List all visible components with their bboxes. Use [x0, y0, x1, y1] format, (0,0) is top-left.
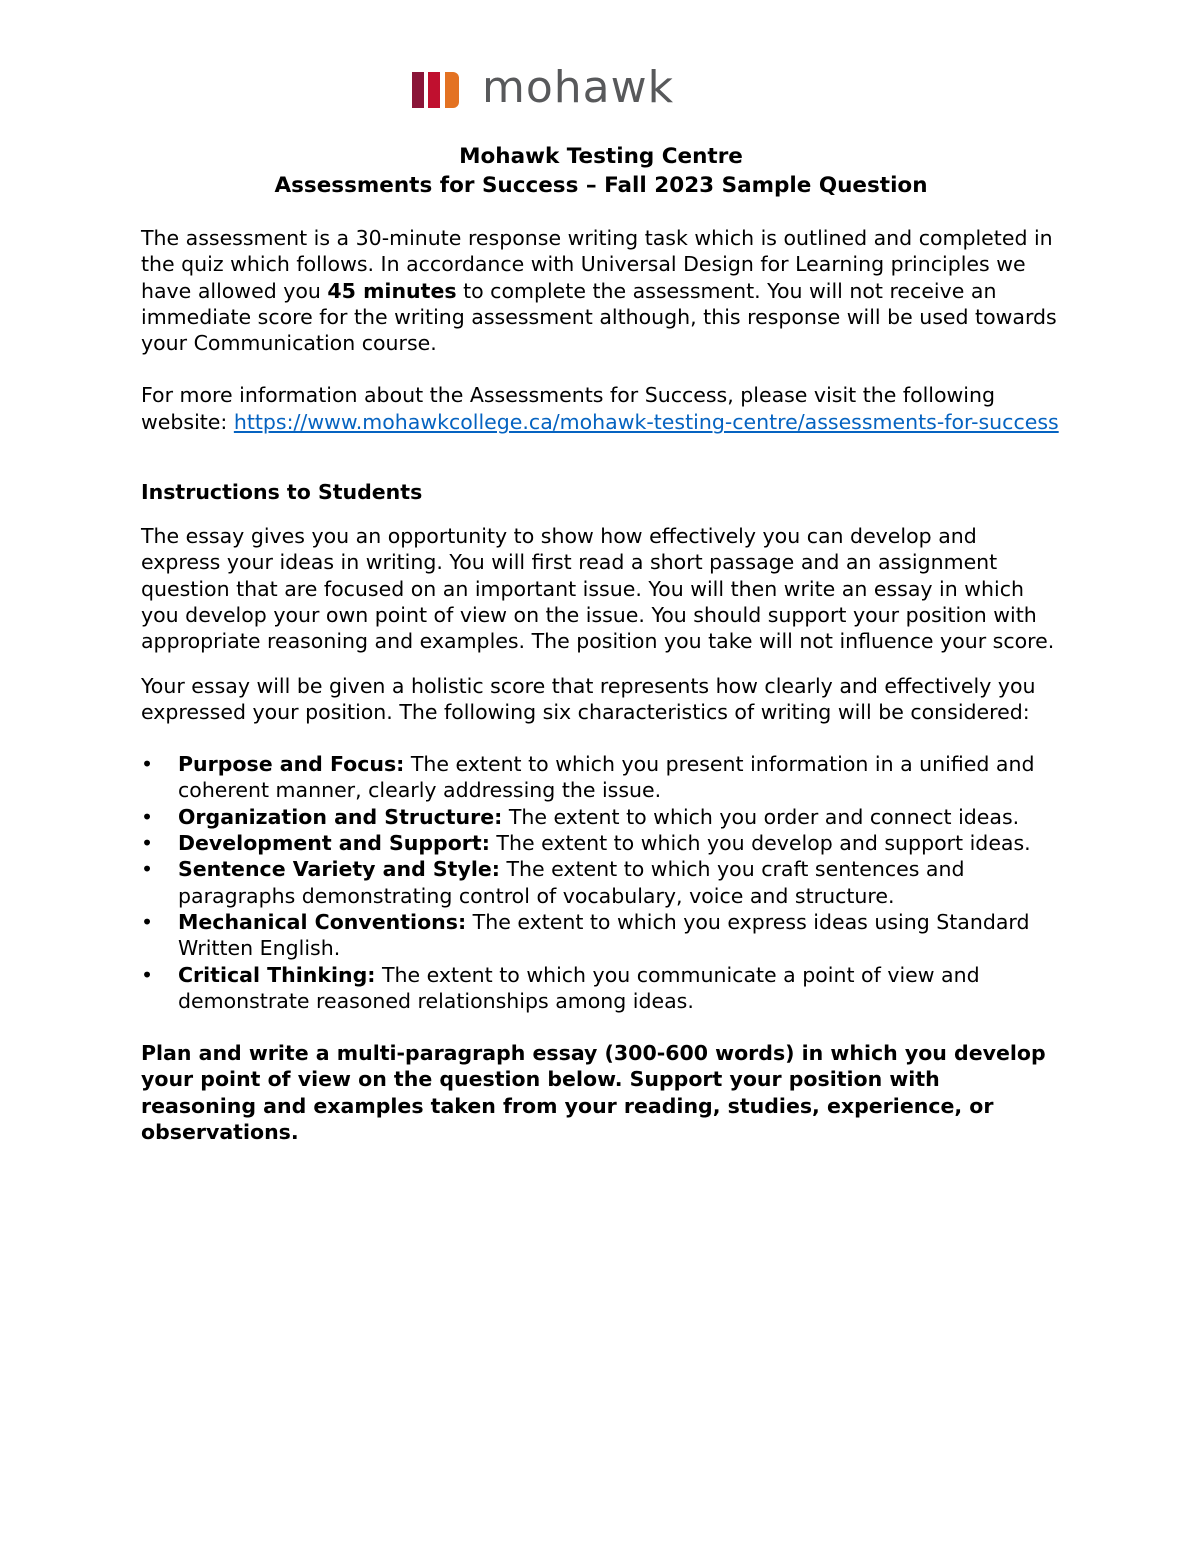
- bullet-icon: •: [141, 752, 154, 777]
- logo-bar: [412, 72, 424, 108]
- bullet-icon: •: [141, 804, 154, 829]
- logo-bars-icon: [412, 72, 470, 108]
- criterion-term: Mechanical Conventions:: [178, 909, 467, 934]
- list-item: [141, 830, 1061, 856]
- list-item: [141, 804, 1061, 830]
- page-subtitle: Assessments for Success – Fall 2023 Sample Question: [274, 173, 928, 198]
- intro-paragraph: [141, 225, 1061, 356]
- list-item: [141, 751, 1061, 804]
- criterion-description: The extent to which you communicate a point of view and demonstrate reasoned relationships among ideas.: [178, 962, 980, 1013]
- bullet-icon: •: [141, 962, 154, 987]
- intro-duration: 45 minutes: [327, 278, 457, 303]
- mohawk-logo: [412, 62, 788, 113]
- criterion-description: The extent to which you order and connect ideas.: [502, 804, 1020, 829]
- criterion-term: Purpose and Focus:: [178, 752, 405, 777]
- bullet-icon: •: [141, 831, 154, 856]
- intro-text-1: The assessment is a 30-minute response writing task which is outlined and completed in the quiz which follows. In accordance with Universal Design for Learning principles we have allowed you: [141, 226, 1053, 303]
- list-item: [141, 909, 1061, 962]
- criterion-term: Critical Thinking:: [178, 962, 376, 987]
- essay-prompt: Plan and write a multi-paragraph essay (300-600 words) in which you develop your point of view on the question below. Support your position with reasoning and examples taken from your reading, studies, experience, or observations.: [141, 1041, 1046, 1145]
- instructions-heading: Instructions to Students: [141, 480, 423, 505]
- criteria-list: [141, 751, 1061, 1014]
- criterion-term: Development and Support:: [178, 831, 490, 856]
- criterion-description: The extent to which you express ideas using Standard Written English.: [178, 909, 1030, 961]
- criterion-description: The extent to which you craft sentences and paragraphs demonstrating control of vocabulary, voice and structure.: [178, 857, 965, 908]
- info-text: For more information about the Assessments for Success, please visit the following website:: [141, 383, 996, 434]
- intro-text-2: to complete the assessment. You will not receive an immediate score for the writing assessment although, this response will be used towards your Communication course.: [141, 278, 1057, 356]
- title-block: [141, 142, 1061, 200]
- assessments-website-link[interactable]: https://www.mohawkcollege.ca/mohawk-testing-centre/assessments-for-success: [233, 409, 1059, 434]
- bullet-icon: •: [141, 857, 154, 882]
- logo-bar: [428, 72, 440, 108]
- document-body: [141, 140, 1061, 1145]
- criterion-description: The extent to which you develop and support ideas.: [489, 831, 1031, 856]
- logo-wordmark: mohawk: [482, 62, 675, 113]
- info-paragraph: [141, 382, 1061, 435]
- page-title: Mohawk Testing Centre: [459, 144, 743, 169]
- instructions-paragraph-1: The essay gives you an opportunity to show how effectively you can develop and express your ideas in writing. You will first read a short passage and an assignment question that are focused on an important issue. You will then write an essay in which you develop your own point of view on the issue. You should support your position with appropriate reasoning and examples. The position you take will not influence your score.: [141, 524, 1055, 654]
- bullet-icon: •: [141, 909, 154, 934]
- logo-bar: [445, 72, 459, 108]
- list-item: [141, 962, 1061, 1015]
- criterion-term: Sentence Variety and Style:: [178, 857, 500, 882]
- criterion-description: The extent to which you present information in a unified and coherent manner, clearly addressing the issue.: [178, 752, 1035, 803]
- criterion-term: Organization and Structure:: [178, 804, 503, 829]
- list-item: [141, 856, 1061, 909]
- instructions-paragraph-2: Your essay will be given a holistic score that represents how clearly and effectively you expressed your position. The following six characteristics of writing will be considered:: [141, 673, 1036, 724]
